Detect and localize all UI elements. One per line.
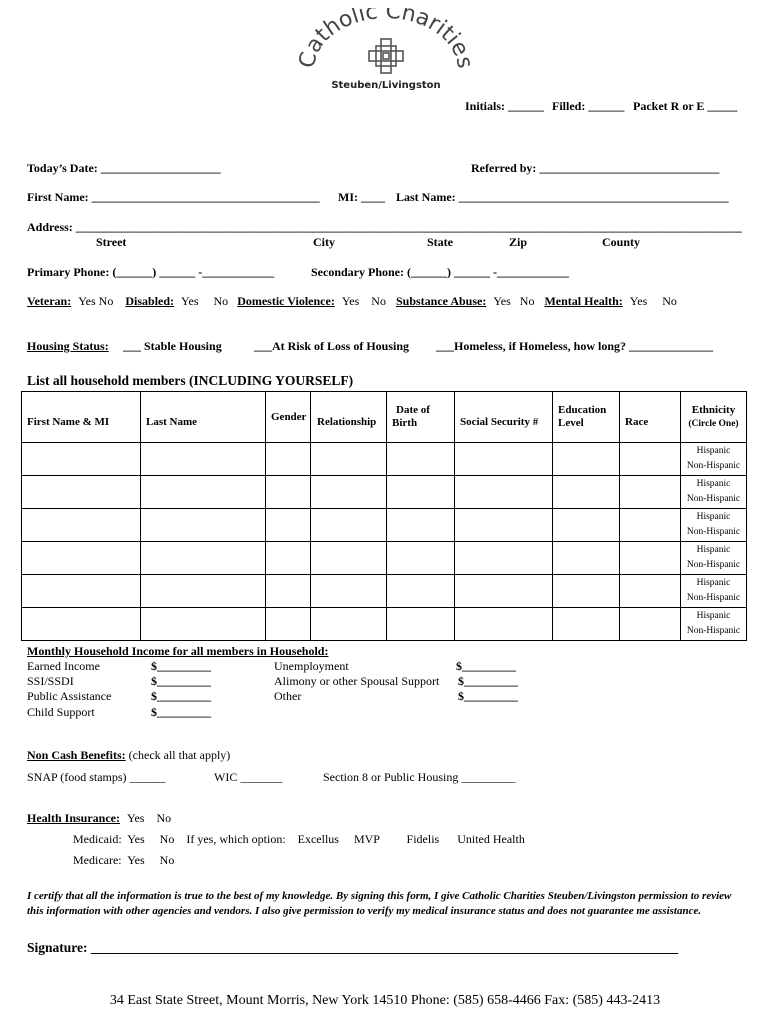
ethnicity-choice[interactable]: Hispanic Non-Hispanic <box>681 542 747 575</box>
ethnicity-choice[interactable]: Hispanic Non-Hispanic <box>681 476 747 509</box>
ethnicity-choice[interactable]: Hispanic Non-Hispanic <box>681 608 747 641</box>
alimony-label: Alimony or other Spousal Support <box>274 674 440 688</box>
section8-option[interactable]: Section 8 or Public Housing _________ <box>323 770 516 784</box>
table-row[interactable] <box>22 443 747 476</box>
first-name-field[interactable]: First Name: ______________________________________ <box>27 190 320 204</box>
table-row[interactable] <box>22 575 747 608</box>
mental-health-options[interactable]: Yes No <box>629 294 677 308</box>
health-insurance-label: Health Insurance: <box>27 811 120 825</box>
household-table <box>21 391 747 641</box>
ethnicity-choice[interactable]: Hispanic Non-Hispanic <box>681 443 747 476</box>
col-relationship: Relationship <box>311 392 387 443</box>
status-row <box>27 294 677 309</box>
col-dob: Date of Birth <box>387 392 455 443</box>
non-cash-row <box>27 748 230 763</box>
wic-option[interactable]: WIC _______ <box>214 770 283 784</box>
signature-line[interactable]: _______________________________________________________________________________________ <box>90 940 679 955</box>
public-assistance-blank[interactable]: $_________ <box>151 689 211 703</box>
disabled-label: Disabled: <box>125 294 175 308</box>
col-gender: Gender <box>266 392 311 443</box>
col-first-name: First Name & MI <box>22 392 141 443</box>
packet-field[interactable]: Packet R or E _____ <box>633 99 738 113</box>
logo-subtitle: Steuben/Livingston <box>331 80 441 91</box>
unemployment-blank[interactable]: $_________ <box>456 659 516 673</box>
mental-health-label: Mental Health: <box>544 294 623 308</box>
ethnicity-choice[interactable]: Hispanic Non-Hispanic <box>681 575 747 608</box>
table-row[interactable] <box>22 542 747 575</box>
address-street-label: Street <box>96 235 127 249</box>
public-assistance-label: Public Assistance <box>27 689 112 703</box>
primary-phone-field[interactable]: Primary Phone: (______) ______ -____________ <box>27 265 275 279</box>
non-cash-label: Non Cash Benefits: <box>27 748 126 762</box>
initials-field[interactable]: Initials: ______ <box>465 99 545 113</box>
col-ethnicity: Ethnicity (Circle One) <box>681 392 747 443</box>
other-income-blank[interactable]: $_________ <box>458 689 518 703</box>
alimony-blank[interactable]: $_________ <box>458 674 518 688</box>
todays-date-field[interactable]: Today’s Date: ____________________ <box>27 161 221 175</box>
household-title: List all household members (INCLUDING YOURSELF) <box>27 373 354 388</box>
non-cash-note: (check all that apply) <box>128 748 231 762</box>
ssi-blank[interactable]: $_________ <box>151 674 211 688</box>
secondary-phone-field[interactable]: Secondary Phone: (______) ______ -____________ <box>311 265 569 279</box>
address-city-label: City <box>313 235 335 249</box>
col-education: Education Level <box>553 392 620 443</box>
col-ssn: Social Security # <box>455 392 553 443</box>
signature-label: Signature: <box>27 940 88 955</box>
income-title: Monthly Household Income for all members in Household: <box>27 644 329 658</box>
health-insurance-options[interactable]: Yes No <box>127 811 172 825</box>
substance-abuse-options[interactable]: Yes No <box>493 294 535 308</box>
medicaid-row[interactable]: Medicaid: Yes No If yes, which option: Excellus MVP Fidelis United Health <box>73 832 525 846</box>
at-risk-option[interactable]: ___At Risk of Loss of Housing <box>254 339 410 353</box>
disabled-options[interactable]: Yes No <box>181 294 229 308</box>
domestic-violence-options[interactable]: Yes No <box>341 294 386 308</box>
medicare-row[interactable]: Medicare: Yes No <box>73 853 175 867</box>
footer-address: 34 East State Street, Mount Morris, New York 14510 Phone: (585) 658-4466 Fax: (585) 443-2413 <box>109 993 661 1008</box>
filled-field[interactable]: Filled: ______ <box>552 99 625 113</box>
signature-row[interactable] <box>27 940 742 956</box>
domestic-violence-label: Domestic Violence: <box>237 294 335 308</box>
earned-income-label: Earned Income <box>27 659 100 673</box>
stable-housing-option[interactable]: ___ Stable Housing <box>123 339 222 353</box>
homeless-option[interactable]: ___Homeless, if Homeless, how long? ______________ <box>436 339 713 353</box>
housing-status-label: Housing Status: <box>27 339 109 353</box>
table-header-row <box>22 392 747 443</box>
ethnicity-choice[interactable]: Hispanic Non-Hispanic <box>681 509 747 542</box>
table-row[interactable] <box>22 476 747 509</box>
address-county-label: County <box>602 235 641 249</box>
address-state-label: State <box>427 235 453 249</box>
mi-field[interactable]: MI: ____ <box>338 190 385 204</box>
catholic-charities-logo <box>296 8 476 93</box>
certification-text: I certify that all the information is true to the best of my knowledge. By signing this form, I give Catholic Charities Steuben/Livingston permission to review this information with other agencies and vendors. I also give permission to verify my medical insurance status and does not guarantee me assistance. <box>27 890 732 917</box>
child-support-blank[interactable]: $_________ <box>151 705 211 719</box>
snap-option[interactable]: SNAP (food stamps) ______ <box>27 770 166 784</box>
last-name-field[interactable]: Last Name: _____________________________________________ <box>396 190 729 204</box>
table-row[interactable] <box>22 509 747 542</box>
logo-text: Catholic Charities <box>296 8 476 71</box>
veteran-label: Veteran: <box>27 294 72 308</box>
unemployment-label: Unemployment <box>274 659 349 673</box>
ssi-label: SSI/SSDI <box>27 674 74 688</box>
referred-by-field[interactable]: Referred by: ______________________________ <box>471 161 720 175</box>
address-field[interactable]: Address: _______________________________________________________________________________________________________________ <box>27 220 742 234</box>
table-row[interactable] <box>22 608 747 641</box>
earned-income-blank[interactable]: $_________ <box>151 659 211 673</box>
substance-abuse-label: Substance Abuse: <box>395 294 487 308</box>
other-income-label: Other <box>274 689 302 703</box>
col-last-name: Last Name <box>141 392 266 443</box>
cross-icon <box>369 39 403 73</box>
health-insurance-row <box>27 811 171 826</box>
veteran-options[interactable]: Yes No <box>78 294 114 308</box>
child-support-label: Child Support <box>27 705 95 719</box>
col-race: Race <box>620 392 681 443</box>
address-zip-label: Zip <box>509 235 528 249</box>
